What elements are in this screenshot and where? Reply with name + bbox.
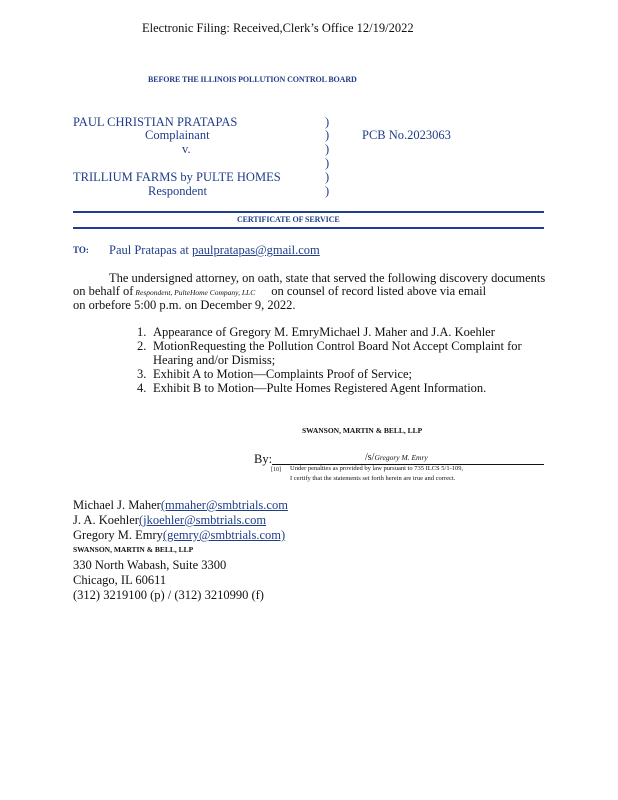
list-item: 1. Appearance of Gregory M. EmryMichael J. Maher and J.A. Koehler (137, 325, 495, 339)
caption-paren: ) (325, 115, 330, 129)
respondent-entity: Respondent, PulteHome Company, LLC (135, 288, 256, 297)
certify-line-2: I certify that the statements set forth herein are true and correct. (290, 475, 456, 482)
body-line-2: on behalf of Respondent, PulteHome Company, LLC on counsel of record listed above via email (73, 284, 487, 298)
versus: v. (182, 142, 191, 156)
complainant-role: Complainant (145, 128, 210, 142)
to-label: TO: (73, 245, 89, 255)
caption-paren: ) (325, 184, 330, 198)
certify-line-1: Under penalties as provided by law pursuant to 735 ILCS 5/1-109, (290, 465, 464, 472)
to-recipient (109, 243, 320, 258)
attorney-emry: Gregory M. Emry(gemry@smbtrials.com) (73, 528, 286, 542)
email-link[interactable]: (jkoehler@smbtrials.com (138, 513, 267, 527)
firm-signature-name: SWANSON, MARTIN & BELL, LLP (302, 426, 423, 435)
board-title: BEFORE THE ILLINOIS POLLUTION CONTROL BOARD (148, 75, 357, 84)
list-item: 2. MotionRequesting the Pollution Control Board Not Accept Complaint for (137, 339, 522, 353)
certificate-title: CERTIFICATE OF SERVICE (237, 215, 340, 224)
firm-street: 330 North Wabash, Suite 3300 (73, 558, 227, 572)
firm-phone: (312) 3219100 (p) / (312) 3210990 (f) (73, 588, 264, 602)
top-rule (73, 211, 544, 213)
complainant-name: PAUL CHRISTIAN PRATAPAS (73, 115, 238, 129)
caption-paren: ) (325, 156, 330, 170)
list-item: 3. Exhibit A to Motion—Complaints Proof of Service; (137, 367, 413, 381)
document-list (137, 325, 522, 395)
caption-paren: ) (325, 170, 330, 184)
bottom-rule (73, 227, 544, 229)
signature-mark: /s/Gregory M. Emry (365, 452, 428, 463)
email-link[interactable]: (gemry@smbtrials.com) (162, 528, 286, 542)
email-link[interactable]: (mmaher@smbtrials.com (160, 498, 288, 512)
to-email-link[interactable]: paulpratapas@gmail.com (191, 243, 320, 257)
caption-paren: ) (325, 128, 330, 142)
firm-name: SWANSON, MARTIN & BELL, LLP (73, 545, 194, 554)
signature-tag: [10] (271, 467, 281, 473)
firm-city: Chicago, IL 60611 (73, 573, 167, 587)
list-item: 4. Exhibit B to Motion—Pulte Homes Registered Agent Information. (137, 381, 487, 395)
respondent-name: TRILLIUM FARMS by PULTE HOMES (73, 170, 281, 184)
case-number: PCB No.2023063 (362, 128, 451, 142)
attorney-koehler: J. A. Koehler(jkoehler@smbtrials.com (73, 513, 267, 527)
to-name: Paul Pratapas at (109, 243, 192, 257)
filing-stamp: Electronic Filing: Received,Clerk’s Office 12/19/2022 (142, 21, 414, 35)
body-line-1: The undersigned attorney, on oath, state that served the following discovery documents (109, 271, 546, 285)
caption-paren: ) (325, 142, 330, 156)
list-item-continuation: Hearing and/or Dismiss; (153, 353, 276, 367)
attorney-maher: Michael J. Maher(mmaher@smbtrials.com (73, 498, 288, 512)
respondent-role: Respondent (148, 184, 208, 198)
by-label: By: (254, 452, 273, 466)
body-line-3: on orbefore 5:00 p.m. on December 9, 2022. (73, 298, 296, 312)
